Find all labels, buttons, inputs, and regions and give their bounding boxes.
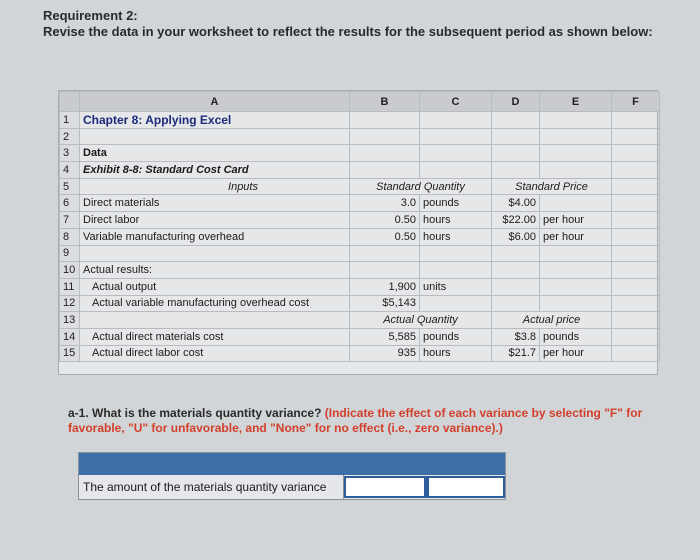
unit-cell: hours	[420, 228, 492, 245]
value-cell: $4.00	[492, 195, 540, 212]
unit-cell: pounds	[420, 328, 492, 345]
column-header-c: C	[420, 92, 492, 112]
column-header-a: A	[80, 92, 350, 112]
unit-cell: pounds	[420, 195, 492, 212]
table-row	[60, 345, 660, 362]
value-cell: $21.7	[492, 345, 540, 362]
row-number: 5	[60, 178, 80, 195]
actual-quantity-header: Actual Quantity	[350, 312, 492, 329]
table-row	[60, 295, 660, 312]
row-label-cell: Actual direct materials cost	[80, 328, 350, 345]
value-cell: $5,143	[350, 295, 420, 312]
question-prefix: a-1. What is the materials quantity variance?	[68, 406, 322, 420]
unit-cell: per hour	[540, 228, 612, 245]
unit-cell: per hour	[540, 345, 612, 362]
row-number: 13	[60, 312, 80, 329]
data-label-cell: Data	[80, 145, 350, 162]
inputs-header-cell: Inputs	[80, 178, 350, 195]
table-row	[60, 328, 660, 345]
row-number: 8	[60, 228, 80, 245]
actual-price-header: Actual price	[492, 312, 612, 329]
requirement-title: Requirement 2:	[43, 8, 138, 23]
unit-cell: units	[420, 278, 492, 295]
row-label-cell: Direct materials	[80, 195, 350, 212]
unit-cell: pounds	[540, 328, 612, 345]
value-cell: $6.00	[492, 228, 540, 245]
unit-cell: per hour	[540, 212, 612, 229]
value-cell: 3.0	[350, 195, 420, 212]
row-number: 7	[60, 212, 80, 229]
excel-worksheet	[58, 90, 658, 375]
row-number: 10	[60, 262, 80, 279]
column-header-d: D	[492, 92, 540, 112]
row-label-cell: Actual output	[80, 278, 350, 295]
table-row	[60, 212, 660, 229]
table-row	[60, 245, 660, 262]
row-number: 6	[60, 195, 80, 212]
value-cell: 935	[350, 345, 420, 362]
question-instruction: (Indicate the effect of each variance by selecting "F" for favorable, "U" for unfavorable, and "None" for no effect (i.e., zero variance).)	[68, 406, 643, 435]
worksheet-grid	[59, 91, 660, 362]
table-row	[60, 178, 660, 195]
row-number: 14	[60, 328, 80, 345]
unit-cell: hours	[420, 345, 492, 362]
row-number: 1	[60, 112, 80, 129]
answer-table	[78, 452, 506, 500]
answer-table-header	[79, 453, 505, 475]
value-cell: 0.50	[350, 228, 420, 245]
exhibit-title-cell: Exhibit 8-8: Standard Cost Card	[80, 162, 350, 179]
sheet-title-cell: Chapter 8: Applying Excel	[80, 112, 350, 129]
table-row	[60, 312, 660, 329]
row-number: 12	[60, 295, 80, 312]
row-label-cell: Actual direct labor cost	[80, 345, 350, 362]
row-number: 2	[60, 128, 80, 145]
table-row	[60, 262, 660, 279]
row-number: 3	[60, 145, 80, 162]
column-header-row	[60, 92, 660, 112]
value-cell: $22.00	[492, 212, 540, 229]
answer-row	[79, 475, 505, 499]
column-header-e: E	[540, 92, 612, 112]
answer-label: The amount of the materials quantity variance	[79, 475, 344, 499]
table-row	[60, 112, 660, 129]
requirement-instruction: Revise the data in your worksheet to reflect the results for the subsequent period as shown below:	[43, 24, 653, 39]
row-label-cell: Actual variable manufacturing overhead cost	[80, 295, 350, 312]
row-number: 11	[60, 278, 80, 295]
value-cell: 0.50	[350, 212, 420, 229]
row-number: 9	[60, 245, 80, 262]
row-label-cell: Variable manufacturing overhead	[80, 228, 350, 245]
variance-effect-select[interactable]	[426, 476, 505, 498]
value-cell: $3.8	[492, 328, 540, 345]
row-number: 4	[60, 162, 80, 179]
table-row	[60, 162, 660, 179]
variance-amount-input[interactable]	[344, 476, 426, 498]
column-header-b: B	[350, 92, 420, 112]
corner-cell	[60, 92, 80, 112]
unit-cell	[540, 195, 612, 212]
table-row	[60, 278, 660, 295]
table-row	[60, 128, 660, 145]
standard-quantity-header: Standard Quantity	[350, 178, 492, 195]
row-label-cell: Direct labor	[80, 212, 350, 229]
table-row	[60, 195, 660, 212]
standard-price-header: Standard Price	[492, 178, 612, 195]
row-number: 15	[60, 345, 80, 362]
column-header-f: F	[612, 92, 660, 112]
table-row	[60, 228, 660, 245]
value-cell: 1,900	[350, 278, 420, 295]
question-text	[68, 406, 668, 436]
row-label-cell: Actual results:	[80, 262, 350, 279]
table-row	[60, 145, 660, 162]
unit-cell: hours	[420, 212, 492, 229]
value-cell: 5,585	[350, 328, 420, 345]
